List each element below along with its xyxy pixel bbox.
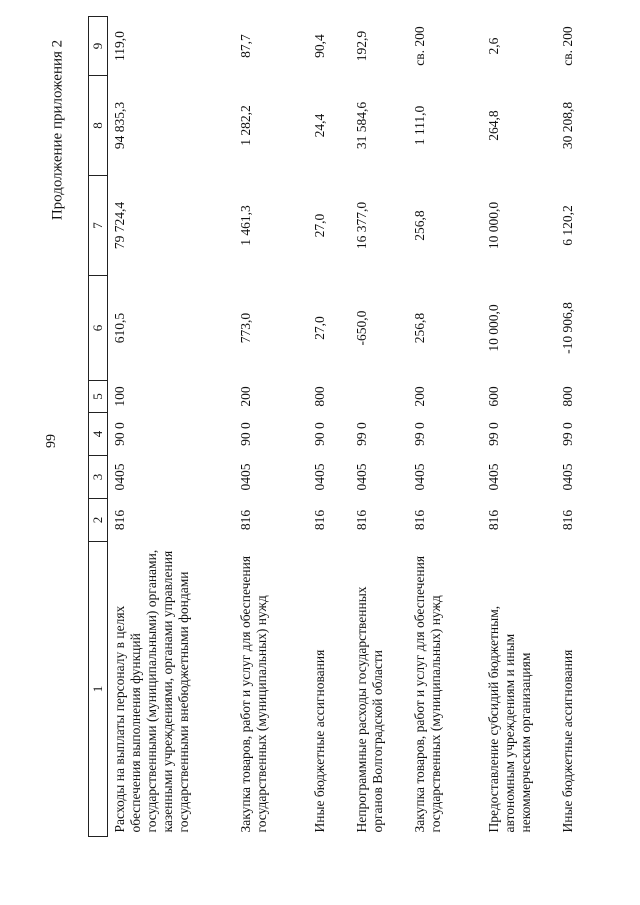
cell-value-8: 24,4	[312, 113, 327, 138]
table-row	[408, 17, 482, 837]
cell-program-code: 99 0	[354, 422, 369, 446]
cell-value-7: 27,0	[312, 213, 327, 238]
cell-ministry-code: 816	[112, 509, 127, 531]
cell-ministry-code: 816	[412, 509, 427, 531]
column-header: 4	[89, 413, 108, 456]
cell-program-code: 99 0	[412, 422, 427, 446]
row-name: Закупка товаров, работ и услуг для обеспечения государственных (муниципальных) нужд	[238, 555, 269, 833]
row-name: Иные бюджетные ассигнования	[312, 649, 327, 833]
cell-expense-type: 200	[238, 386, 253, 407]
cell-program-code: 90 0	[112, 422, 127, 446]
cell-value-7: 79 724,4	[112, 201, 127, 250]
cell-value-9: 119,0	[112, 31, 127, 61]
table-row	[108, 17, 235, 837]
row-name: Расходы на выплаты персоналу в целях обеспечения выполнения функций государственными (муниципальными) органами, казенными учреждениями, органами управления государственными внебюджетными фондами	[112, 549, 191, 833]
cell-ministry-code: 816	[312, 509, 327, 531]
column-header: 7	[89, 176, 108, 276]
column-header: 8	[89, 76, 108, 176]
cell-value-6: -10 906,8	[560, 302, 575, 354]
table-row	[308, 17, 350, 837]
cell-value-7: 16 377,0	[354, 201, 369, 250]
cell-section-code: 0405	[486, 463, 501, 491]
cell-ministry-code: 816	[560, 509, 575, 531]
cell-section-code: 0405	[238, 463, 253, 491]
cell-program-code: 99 0	[486, 422, 501, 446]
cell-program-code: 90 0	[238, 422, 253, 446]
row-name: Непрограммные расходы государственных органов Волгоградской области	[354, 586, 385, 833]
cell-value-9: 192,9	[354, 30, 369, 62]
cell-value-7: 256,8	[412, 210, 427, 241]
cell-expense-type: 800	[312, 386, 327, 407]
cell-expense-type: 100	[112, 386, 127, 407]
cell-ministry-code: 816	[238, 509, 253, 531]
column-header: 2	[89, 499, 108, 542]
cell-ministry-code: 816	[354, 509, 369, 531]
cell-value-7: 10 000,0	[486, 201, 501, 250]
cell-value-8: 1 282,2	[238, 105, 253, 146]
cell-value-9: св. 200	[412, 26, 427, 66]
table-row	[234, 17, 308, 837]
cell-value-8: 30 208,8	[560, 101, 575, 150]
row-name: Закупка товаров, работ и услуг для обеспечения государственных (муниципальных) нужд	[412, 555, 443, 833]
column-header: 6	[89, 276, 108, 381]
cell-expense-type	[350, 381, 408, 413]
cell-value-8: 31 584,6	[354, 101, 369, 150]
table-row	[350, 17, 408, 837]
cell-section-code: 0405	[112, 463, 127, 491]
column-header: 3	[89, 456, 108, 499]
table-header-row	[89, 17, 108, 837]
cell-value-9: 87,7	[238, 34, 253, 58]
budget-table	[88, 16, 600, 837]
cell-value-7: 6 120,2	[560, 205, 575, 246]
cell-section-code: 0405	[412, 463, 427, 491]
cell-section-code: 0405	[312, 463, 327, 491]
cell-value-9: 90,4	[312, 34, 327, 58]
cell-value-9: 2,6	[486, 37, 501, 55]
cell-section-code: 0405	[354, 463, 369, 491]
budget-table-rotated	[88, 17, 603, 837]
cell-ministry-code: 816	[486, 509, 501, 531]
budget-table-stage	[88, 17, 603, 837]
cell-value-6: 610,5	[112, 312, 127, 344]
cell-value-6: 27,0	[312, 316, 327, 340]
cell-program-code: 90 0	[312, 422, 327, 446]
column-header: 5	[89, 381, 108, 413]
cell-expense-type: 200	[412, 386, 427, 407]
cell-value-6: 773,0	[238, 312, 253, 344]
table-row	[482, 17, 556, 837]
row-name: Иные бюджетные ассигнования	[560, 649, 575, 833]
cell-value-7: 1 461,3	[238, 205, 253, 246]
column-header: 1	[89, 542, 108, 837]
row-name: Предоставление субсидий бюджетным, автономным учреждениям и иным некоммерческим организациям	[486, 605, 533, 833]
appendix-continuation-heading: Продолжение приложения 2	[49, 39, 66, 221]
cell-program-code: 99 0	[560, 422, 575, 446]
cell-value-6: 256,8	[412, 312, 427, 344]
cell-section-code: 0405	[560, 463, 575, 491]
cell-expense-type: 800	[560, 386, 575, 407]
cell-value-8: 94 835,3	[112, 101, 127, 150]
cell-value-6: 10 000,0	[486, 304, 501, 352]
cell-value-9: св. 200	[560, 26, 575, 66]
table-row	[556, 17, 600, 837]
page-number: 99	[44, 434, 59, 448]
cell-value-8: 264,8	[486, 110, 501, 141]
cell-value-8: 1 111,0	[412, 105, 427, 146]
column-header: 9	[89, 17, 108, 76]
cell-value-6: -650,0	[354, 310, 369, 346]
cell-expense-type: 600	[486, 386, 501, 407]
